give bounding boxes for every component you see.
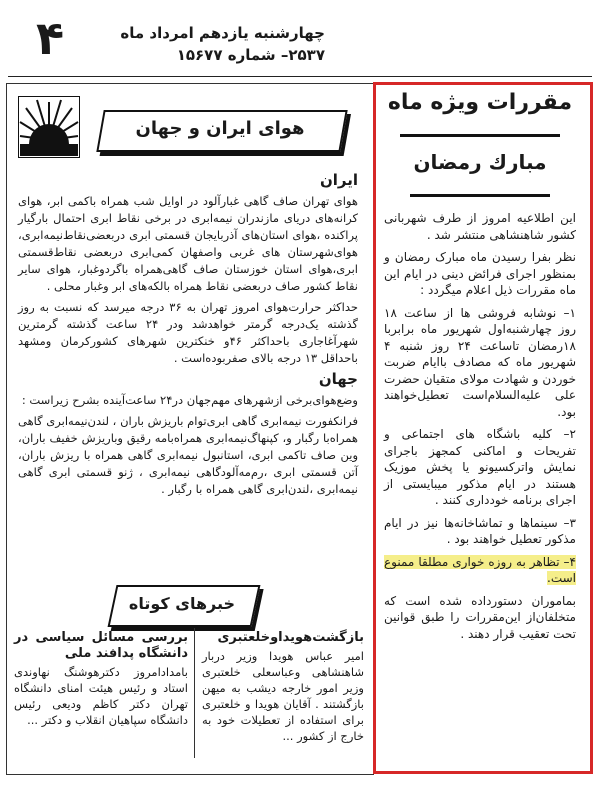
bottom-right-text: امیر عباس هویدا وزیر دربار شاهنشاهی وعباسعلی خلعتبری وزیر امور خارجه دیشب به میهن بازگشتند . آقایان هویدا و خلعتبری برای استفاده از تعطیلات خود به خارج از کشور ... xyxy=(202,649,364,743)
masthead xyxy=(8,8,593,78)
ramadan-rule-2: ۲– کلیه باشگاه های اجتماعی و تفریحات و اماکنی کمجهز باجرای نمایش واترکسیونو یا پخش موزیک هستند در ایام مذکور میبایستی از اجرای برنامه خودداری کنند . xyxy=(384,427,576,507)
ramadan-intro: این اطلاعیه امروز از طرف شهربانی کشور شاهنشاهی منتشر شد . xyxy=(384,211,576,242)
ramadan-title: مقررات ویژه ماه xyxy=(387,90,573,115)
bottom-right-headline: بازگشت‌هویداو‌خلعتبری xyxy=(217,630,364,645)
highlighted-rule-4: ۴– تظاهر به روزه خواری مطلقا ممنوع است. xyxy=(384,554,576,585)
ramadan-closing: بماموران دستورداده شده است که متخلفان‌از این‌مقررات را طبق قوانین تحت تعقیب قرار دهند . xyxy=(384,593,576,641)
ramadan-subtitle: مبارك رمضان xyxy=(413,150,547,174)
world-heading: جهان xyxy=(318,370,358,388)
iran-paragraph-1: هوای تهران صاف گاهی غبارآلود در اوایل شب همراه باکمی ابر، هوای کرانه‌های دریای مازندران نیمه‌ابری در برخی نقاط ابری احتمال بارگیار پراکنده ،هوای استان‌های آذربایجان قسمتی ابری دربعضی‌نقاط‌نیمه‌ابری، هوای‌شهرستان های غربی واصفهان کمی‌ابری دربعضی نقاط‌قسمتی ابری،هوای استان خوزستان صاف گاهی‌همراه باگردوغبار، هوای سایر نقاط کشور صاف دربعضی نقاط همراه بالکه‌های ابر وغبار محلی . xyxy=(18,194,358,293)
ramadan-rule-3: ۳– سینماها و تماشاخانه‌ها نیز در ایام مذکور تعطیل خواهند بود . xyxy=(384,515,576,546)
ramadan-article xyxy=(384,210,576,648)
sun-icon xyxy=(18,96,80,158)
weather-title: هوای ایران و جهان xyxy=(135,118,305,139)
iran-heading: ایران xyxy=(319,171,358,189)
weather-article xyxy=(18,172,358,502)
world-paragraph-2: فرانکفورت نیمه‌ابری گاهی ابری‌توام باریزش باران ، لندن‌نیمه‌ابری گاهی همراه‌با رگبار و، کپنهاگ‌نیمه‌ابری همراه‌بامه رقیق وباریزش خفیف باران، وین صاف تاکمی ابری، استانبول نیمه‌ابری گاهی همراه با ریزش باران، آتن قسمتی ابری ،رم‌مه‌آلود‌گاهی نیمه‌ابری ، ژنو قسمتی ابری گاهی نیمه‌ابری ،لندن‌ابری گاهی همراه با رگبار . xyxy=(18,414,358,496)
masthead-rule xyxy=(8,76,592,77)
ramadan-rule-4 xyxy=(384,554,576,587)
page-number: ۴ xyxy=(36,11,65,65)
bottom-left-headline: بررسی مسائل سیاسی در دانشگاه پدافند ملی xyxy=(14,630,188,661)
date-block xyxy=(120,22,325,66)
subtitle-rule xyxy=(410,194,550,197)
ramadan-paragraph-1: نظر بفرا رسیدن ماه مبارک رمضان و بمنظور اجرای فرائض دینی در ایام این ماه مقررات ذیل اعلام میگردد : xyxy=(384,250,576,297)
title-rule xyxy=(400,134,560,137)
bottom-left-text: بامدادامروز دکترهوشنگ نهاوندی استاد و رئیس هیئت امنای دانشگاه تهران دکتر کاظم ودیعی رئیس دانشگاه سپاهیان انقلاب و دکتر ... xyxy=(14,665,188,727)
world-paragraph-1: وضع‌هوای‌برخی ازشهرهای مهم‌جهان در۲۴ ساعت‌آینده بشرح زیراست : xyxy=(21,393,358,407)
bottom-left-article xyxy=(14,630,188,728)
column-divider xyxy=(194,628,195,758)
ramadan-rule-1: ۱– نوشابه فروشی ها از ساعت ۱۸ روز چهارشنبه‌اول شهریور ماه برابربا ۱۸رمضان تاساعت ۲۴ روز شنبه ۴ شهریور ماه که مصادف باایام ضربت خوردن و شهادت مولای متقیان حضرت علی علیه‌السلام‌است تعطیل‌خواهند بود. xyxy=(384,305,576,419)
bottom-right-article xyxy=(202,630,364,744)
date-line: چهارشنبه یازدهم امرداد ماه xyxy=(120,24,325,42)
news-box-title: خبرهای کوتاه xyxy=(128,594,236,613)
iran-paragraph-2: حداکثر حرارت‌هوای امروز تهران به ۳۶ درجه میرسد که نسبت به روز گذشته یک‌درجه گرمتر خواهد‌شد ودر ۲۴ ساعت گذشته گرمترین شهرآغاجاری باحداکثر ۴۶و خنکترین شهرهای کشورکرمان ومشهد باحداقل ۱۳ درجه بالای صفربوده‌است . xyxy=(18,300,359,365)
issue-line: ۲۵۳۷– شماره ۱۵۶۷۷ xyxy=(176,46,325,64)
